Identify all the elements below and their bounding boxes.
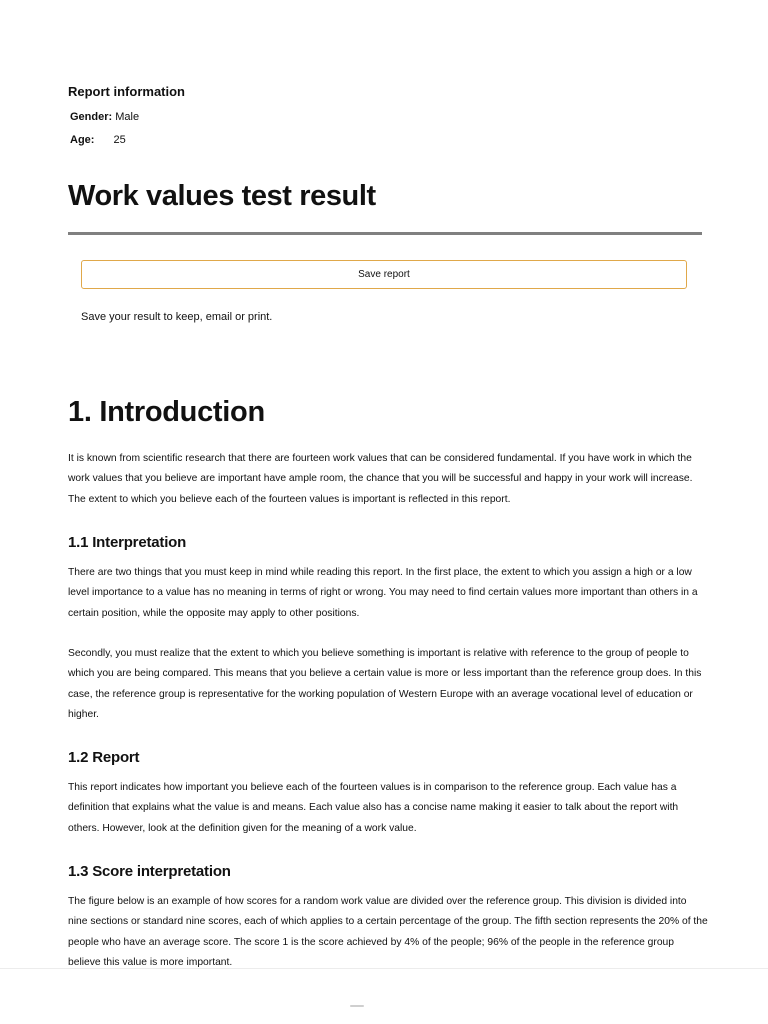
interpretation-heading: 1.1 Interpretation [68,534,187,551]
save-note: Save your result to keep, email or print. [81,311,273,323]
gender-row [70,111,139,123]
introduction-paragraph: It is known from scientific research that there are fourteen work values that can be considered fundamental. If you have work in which the work values that you believe are important have ample room, the chance that you will be successful and happy in your work will increase. The extent to which you believe each of the fourteen values is important is reflected in this report. [68,453,693,505]
score-interpretation-paragraph: The figure below is an example of how scores for a random work value are divided over the reference group. This division is divided into nine sections or standard nine scores, each of which applies to a certain percentage of the group. The fifth section represents the 20% of the people who have an average score. The score 1 is the score achieved by 4% of the people; 96% of the people in the reference group believe this value is more important. [68,896,708,968]
report-paragraph: This report indicates how important you believe each of the fourteen values is in comparison to the reference group. Each value has a definition that explains what the value is and means. Each value also has a concise name making it easier to talk about the report with others. However, look at the definition given for the meaning of a work value. [68,782,679,834]
interpretation-paragraph-2: Secondly, you must realize that the extent to which you believe something is important is relative with reference to the group of people to which you are being compared. This means that you believe a certain value is more or less important than the reference group does. In this case, the reference group is representative for the working population of Western Europe with an average vocational level of education or higher. [68,648,702,721]
scroll-indicator [350,1005,364,1007]
interpretation-paragraph-1: There are two things that you must keep in mind while reading this report. In the first place, the extent to which you assign a high or a low level importance to a value has no meaning in terms of right or wrong. You may need to find certain values more important than others in a certain position, while the opposite may apply to other positions. [68,567,698,619]
title-divider [68,232,702,235]
report-heading: 1.2 Report [68,749,140,766]
save-report-button[interactable]: Save report [81,260,687,289]
age-label: Age: [70,134,95,146]
page-title: Work values test result [68,180,376,212]
page-edge [0,968,768,969]
gender-label: Gender: [70,111,113,123]
introduction-heading: 1. Introduction [68,396,265,428]
report-info-title: Report information [68,84,185,99]
score-interpretation-heading: 1.3 Score interpretation [68,863,231,880]
age-row [70,134,126,146]
gender-value: Male [115,111,140,123]
age-value: 25 [113,134,126,146]
